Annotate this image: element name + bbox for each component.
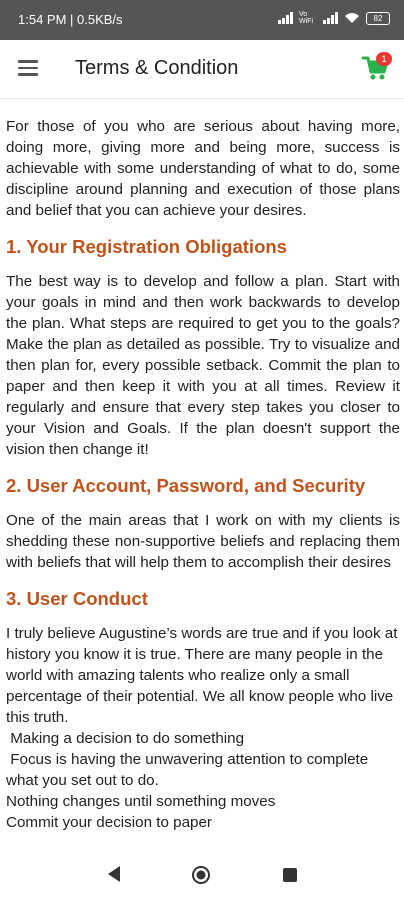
section-3-body: I truly believe Augustine’s words are true and if you look at history you know it is true. There are many people in the world with amazing talents who realize only a small percentage of their potential. We all know people who live this truth. xyxy=(6,625,398,726)
list-item: Making a decision to do something xyxy=(6,730,245,747)
list-item: Commit your decision to paper xyxy=(6,814,212,831)
intro-paragraph: For those of you who are serious about having more, doing more, giving more and being more, success is achievable with some understanding of what to do, some discipline around planning and execution of those plans and belief that you can achieve your desires. xyxy=(6,118,400,219)
wifi-icon xyxy=(344,12,360,24)
cart-badge: 1 xyxy=(376,52,392,66)
recents-icon[interactable] xyxy=(282,867,298,883)
home-icon[interactable] xyxy=(191,865,211,885)
system-nav-bar xyxy=(0,850,404,900)
status-time: 1:54 PM | 0.5KB/s xyxy=(18,12,123,27)
section-2-body: One of the main areas that I work on with my clients is shedding these non-supportive beliefs and replacing them with beliefs that will help them to accomplish their desires xyxy=(6,512,400,571)
section-2-heading: 2. User Account, Password, and Security xyxy=(6,475,366,496)
battery-level: 82 xyxy=(373,13,383,23)
list-item: Nothing changes until something moves xyxy=(6,793,276,810)
section-1-heading: 1. Your Registration Obligations xyxy=(6,236,287,257)
status-bar xyxy=(0,0,404,40)
app-bar xyxy=(0,40,404,99)
volte-label: Vo WiFi xyxy=(299,11,313,25)
terms-content[interactable] xyxy=(6,116,400,850)
menu-icon[interactable] xyxy=(18,60,38,76)
page-title: Terms & Condition xyxy=(75,57,239,79)
section-3-heading: 3. User Conduct xyxy=(6,588,148,609)
section-1-body: The best way is to develop and follow a plan. Start with your goals in mind and then work backwards to develop the plan. What steps are required to get you to the goals? Make the plan as detailed as possible. Try to visualize and then plan for, every possible setback. Commit the plan to paper and then keep it with you at all times. Review it regularly and ensure that every step takes you closer to your Vision and Goals. If the plan doesn't support the vision then change it! xyxy=(6,273,400,458)
status-icons xyxy=(278,11,390,25)
cell-signal-2-icon xyxy=(323,12,338,24)
list-item: Focus is having the unwavering attention to complete what you set out to do. xyxy=(6,751,373,789)
cell-signal-icon xyxy=(278,12,293,24)
back-icon[interactable] xyxy=(106,865,122,883)
battery-icon xyxy=(366,12,390,25)
